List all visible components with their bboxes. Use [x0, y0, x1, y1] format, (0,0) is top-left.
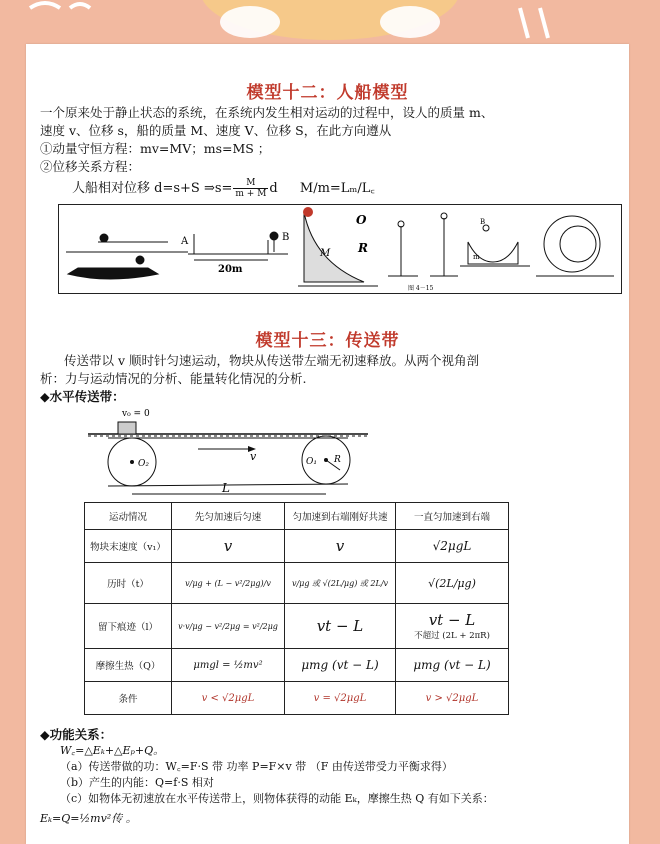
top-decoration	[0, 0, 660, 48]
energy-line-d: Eₖ=Q=½mv²传 。	[40, 812, 137, 825]
table-header-cell: 先匀加速后匀速	[172, 503, 285, 530]
row-label: 摩擦生热（Q）	[85, 649, 172, 682]
table-row	[85, 649, 509, 682]
table-cell: μmg (vt − L)	[285, 649, 396, 682]
row-label: 物块末速度（v₁）	[85, 530, 172, 563]
energy-line-a: （a）传送带做的功：W꜀=F·S 带 功率 P=F×v 带 （F 由传送带受力平衡求得）	[60, 760, 453, 773]
trace-value: vt − L	[428, 611, 476, 629]
mass-length-ratio: M/m=Lₘ/L꜀	[299, 181, 375, 196]
horizontal-belt-subtitle: ◆水平传送带：	[40, 389, 125, 404]
energy-line-c: （c）如物体无初速放在水平传送带上，则物体获得的动能 Eₖ，摩擦生热 Q 有如下关系：	[60, 792, 494, 805]
table-cell: μmg (vt − L)	[396, 649, 509, 682]
row-label: 留下痕迹（l）	[85, 604, 172, 649]
table-row	[85, 530, 509, 563]
label-o1: O₁	[306, 457, 317, 467]
label-m-mass: M	[320, 248, 331, 259]
displacement-law: ②位移关系方程：	[40, 159, 141, 174]
table-cell	[396, 604, 509, 649]
label-20m: 20m	[218, 264, 243, 275]
label-b2: B	[480, 218, 486, 226]
table-cell: v·v/μg − v²/2μg = v²/2μg	[172, 604, 285, 649]
table-cell: √(2L/μg)	[396, 563, 509, 604]
table-row	[85, 682, 509, 715]
table-header-cell: 匀加速到右端刚好共速	[285, 503, 396, 530]
label-b: B	[282, 232, 290, 243]
table-cell: v > √2μgL	[396, 682, 509, 715]
label-o: O	[356, 213, 367, 227]
label-figure-number: 图 4－15	[408, 285, 434, 292]
label-radius: R	[334, 455, 341, 465]
table-header-cell: 运动情况	[85, 503, 172, 530]
label-a: A	[181, 236, 189, 247]
section13-para-line2: 析：力与运动情况的分析、能量转化情况的分析.	[40, 371, 307, 386]
table-cell: v/μg + (L − v²/2μg)/v	[172, 563, 285, 604]
label-v0: v₀ = 0	[122, 409, 150, 419]
table-row	[85, 563, 509, 604]
momentum-law: ①动量守恒方程：mv=MV；ms=MS ；	[40, 141, 271, 156]
section12-para-line1: 一个原来处于静止状态的系统，在系统内发生相对运动的过程中，设人的质量 m、	[40, 105, 494, 120]
table-cell: v	[172, 530, 285, 563]
section13-para-line1: 传送带以 v 顺时针匀速运动，物块从传送带左端无初速释放。从两个视角剖	[64, 353, 480, 368]
label-small-m: m	[473, 253, 480, 261]
conveyor-belt-diagram	[78, 404, 378, 500]
person-boat-figure	[58, 204, 622, 294]
formula-d: d	[269, 181, 278, 196]
energy-title: ◆功能关系：	[40, 727, 113, 742]
energy-line0: W꜀=△Eₖ+△Eₚ+Q。	[60, 744, 165, 757]
table-row	[85, 604, 509, 649]
row-label: 条件	[85, 682, 172, 715]
table-cell: v < √2μgL	[172, 682, 285, 715]
document-page	[26, 44, 629, 844]
fraction-numerator: M	[233, 178, 268, 189]
label-o2: O₂	[138, 459, 149, 469]
section12-title: 模型十二：人船模型	[246, 83, 409, 103]
energy-line-b: （b）产生的内能：Q=f·S 相对	[60, 776, 214, 789]
mass-fraction	[233, 178, 268, 199]
table-header-cell: 一直匀加速到右端	[396, 503, 509, 530]
label-v: v	[250, 450, 257, 463]
section12-para-line2: 速度 v、位移 s，船的质量 M、速度 V、位移 S，在此方向遵从	[40, 123, 392, 138]
belt-cases-table	[84, 502, 509, 715]
table-cell: v	[285, 530, 396, 563]
table-header-row	[85, 503, 509, 530]
relative-displacement-formula	[72, 178, 375, 199]
section13-title: 模型十三：传送带	[255, 331, 400, 351]
table-cell: v/μg 或 √(2L/μg) 或 2L/v	[285, 563, 396, 604]
table-cell: μmgl = ½mv²	[172, 649, 285, 682]
formula-prefix: 人船相对位移 d=s+S ⇒s=	[72, 181, 233, 196]
table-cell: v = √2μgL	[285, 682, 396, 715]
label-r: R	[358, 241, 368, 255]
trace-limit: 不超过 (2L + 2πR)	[414, 631, 490, 641]
table-cell: √2μgL	[396, 530, 509, 563]
table-cell: vt − L	[285, 604, 396, 649]
row-label: 历时（t）	[85, 563, 172, 604]
fraction-denominator: m + M	[235, 189, 267, 199]
label-length: L	[222, 481, 230, 495]
